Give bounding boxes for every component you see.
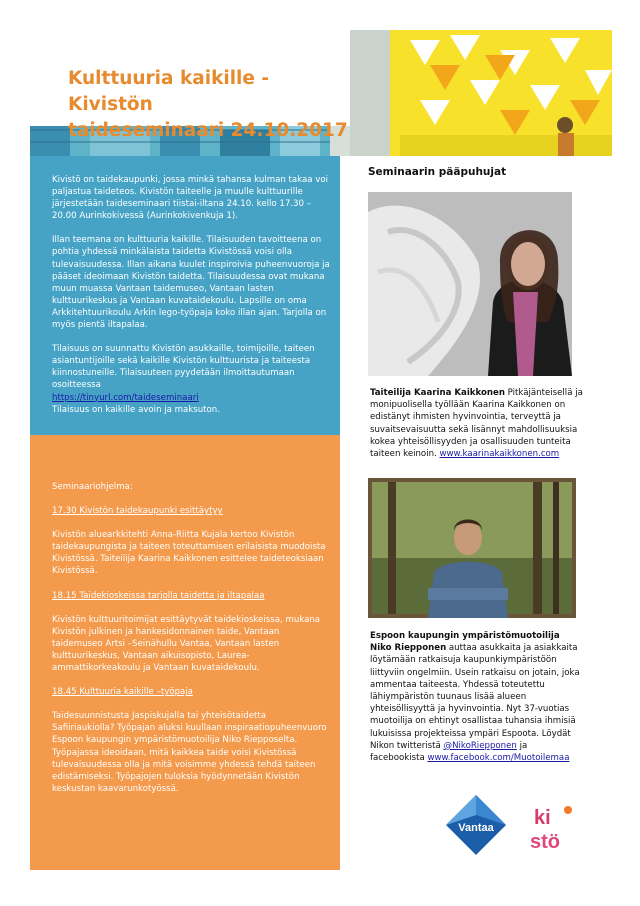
program-item-heading: 18.45 Kulttuuria kaikille –työpaja: [52, 687, 193, 698]
program-section: [30, 435, 340, 870]
title-line-1: Kulttuuria kaikille - Kivistön: [68, 68, 270, 115]
speaker-bio-riepponen: [370, 630, 584, 764]
registration-text: Tilaisuus on suunnattu Kivistön asukkaille, toimijoille, taiteen asiantuntijoille sekä kaikille Kivistön kulttuurista ja taiteesta kiinnostuneille. Tilaisuuteen pyydetään ilmoittautumaan osoitteessa: [52, 344, 315, 391]
title-box: [30, 30, 350, 141]
program-item-text: Kivistön aluearkkitehti Anna-Riitta Kujala kertoo Kivistön taidekaupungista ja taiteen toteuttamisen erilaisista muodoista Kivistössä. Taiteilija Kaarina Kaikkonen esittelee taideteoksiaan Kivistössä.: [52, 530, 326, 577]
kivisto-logo-top: ki: [534, 807, 551, 829]
speaker-text-mid: ja facebookista: [370, 740, 528, 764]
program-item-text: Kivistön kulttuuritoimijat esittäytyvät taidekioskeissa, mukana Kivistön julkinen ja hankesidonnainen taide, Vantaan taidemuseo Artsi –Seinähullu Vantaa, Vantaan lasten kulttuurikeskus, Vantaan aikuisopisto, Laurea-ammattikorkeakoulu ja Vantaan kuvataidekoulu.: [52, 614, 321, 674]
vantaa-logo-text: Vantaa: [458, 822, 494, 834]
facebook-link[interactable]: www.facebook.com/Muotoilemaa: [427, 753, 570, 764]
speaker-photo-kaikkonen: [368, 192, 572, 376]
kivisto-logo-bottom: stö: [530, 831, 560, 853]
twitter-link[interactable]: @NikoRiepponen: [443, 740, 517, 751]
speaker-text: auttaa asukkaita ja asiakkaita löytämään ratkaisuja kaupunkiympäristöön liittyviin ongelmiin. Usein ratkaisu on jotain, joka ammentaa taiteesta. Yhdessä toteutettu lähiympäristön tuunaus lisää alueen yhteisöllisyyttä ja hyvinvointia. Nyt 37-vuotias muotoilija on ehtinyt osallistaa tuhansia ihmisiä lukuisissa projekteissa ympäri Espoota. Löydät Nikon twitteristä: [370, 643, 580, 751]
page-title: [30, 30, 350, 144]
intro-section: [30, 156, 340, 435]
program-heading: Seminaariohjelma:: [52, 482, 133, 492]
program-item-heading: 18.15 Taidekioskeissa tarjolla taidetta ja iltapalaa: [52, 590, 265, 601]
speaker-name: Taiteilija Kaarina Kaikkonen: [370, 388, 505, 398]
program-item-heading: 17.30 Kivistön taidekaupunki esittäytyy: [52, 506, 223, 517]
speakers-heading: Seminaarin pääpuhujat: [368, 166, 507, 178]
speakers-section: [368, 156, 612, 178]
speaker-photo-riepponen: [368, 478, 576, 618]
title-line-2: taideseminaari 24.10.2017: [68, 120, 348, 141]
speaker-website-link[interactable]: www.kaarinakaikkonen.com: [439, 449, 560, 460]
registration-link[interactable]: https://tinyurl.com/taideseminaari: [52, 392, 199, 403]
program-item-text: Taidesuunnistusta Jaspiskujalla tai yhteisötaidetta Safiiriaukiolla? Työpajan aluksi kuullaan inspiraatiopuheenvuoro Espoon kaupungin ympäristömuotoilija Niko Riepposelta. Työpajassa ideoidaan, mitä kaikkea taide voisi Kivistössä tulevaisuudessa olla ja mitä voisimme yhdessä tehdä taiteen edistämiseksi. Työpajojen tuloksia hyödynnetään Kivistön keskustan kaavarunkotyössä.: [52, 711, 327, 794]
intro-paragraph: [52, 343, 330, 416]
free-entry-text: Tilaisuus on kaikille avoin ja maksuton.: [52, 404, 220, 415]
intro-paragraph: Illan teemana on kulttuuria kaikille. Tilaisuuden tavoitteena on pohtia yhdessä minkälaista taidetta Kivistössä voisi olla tulevaisuudessa. Illan aikana kuulet inspiroivia puheenvuoroja ja pääset ideoimaan Kivistön taidetta. Tilaisuudessa ovat mukana muun muassa Vantaan taidemuseo, Vantaan lasten kulttuurikeskus ja Vantaan kuvataidekoulu. Lapsille on oma Arkkitehtuurikoulu Arkin lego-työpaja koko illan ajan. Tarjolla on myös pientä iltapalaa.: [52, 235, 330, 331]
speaker-bio-kaikkonen: [370, 387, 584, 460]
speaker-text: Pitkäjänteisellä ja monipuolisella työllään Kaarina Kaikkonen on edistänyt ihmisten hyvinvointia, terveyttä ja suvaitsevaisuutta sekä lisännyt mahdollisuuksia kokea yhteisöllisyyden ja osallisuuden tunteita taiteen keinoin.: [370, 388, 583, 460]
speaker-name: Espoon kaupungin ympäristömuotoilija Niko Riepponen: [370, 631, 560, 654]
intro-paragraph: Kivistö on taidekaupunki, jossa minkä tahansa kulman takaa voi paljastua taideteos. Kivistön taiteelle ja muulle kulttuurille järjestetään taideseminaari tiistai-iltana 24.10. kello 17.30 – 20.00 Aurinkokivessä (Aurinkokivenkuja 1).: [52, 175, 328, 222]
vantaa-logo: [444, 793, 508, 857]
kivisto-logo: [528, 800, 578, 856]
